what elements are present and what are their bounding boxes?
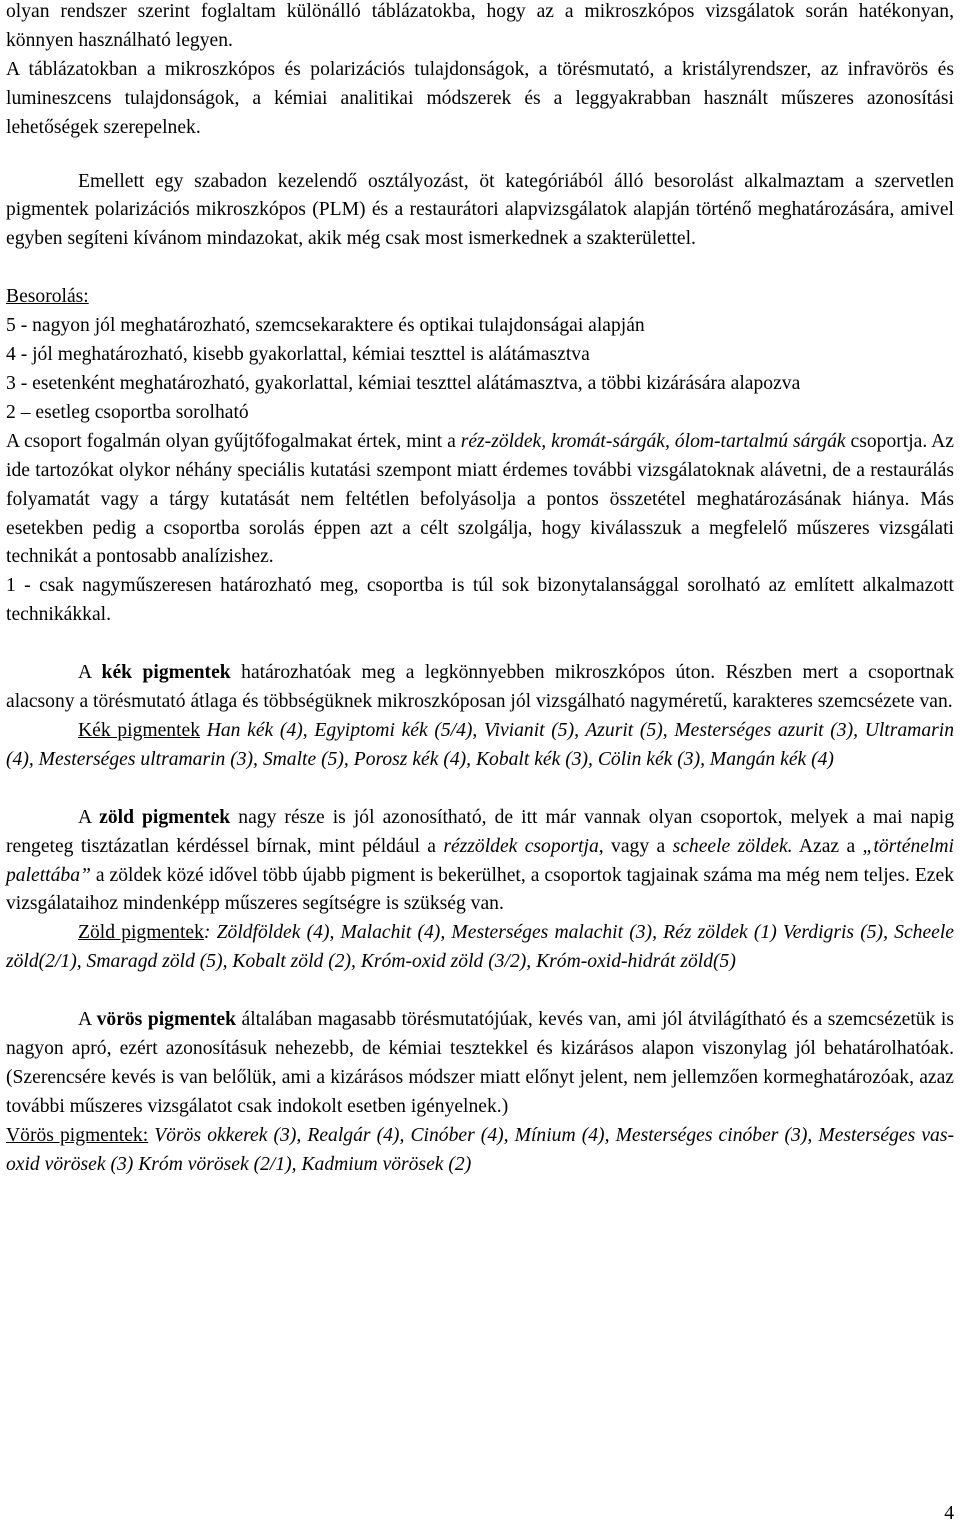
text-run: rézzöldek csoportja — [443, 835, 599, 857]
text-run: kék pigmentek — [101, 662, 231, 684]
intro-paragraph — [6, 0, 954, 143]
text-run: 3 - esetenként meghatározható, gyakorlattal, kémiai teszttel alátámasztva, a többi kizárására alapozva — [6, 372, 801, 394]
emellett-paragraph — [6, 168, 954, 255]
text-run: A táblázatokban a mikroszkópos és polarizációs tulajdonságok, a törésmutató, a kristályrendszer, az infravörös és lumineszcens tulajdonságok, a kémiai analitikai módszerek és a leggyakrabban használt műszeres azonosítási lehetőségek szerepelnek. — [6, 58, 954, 138]
text-run: Azaz a — [792, 835, 863, 857]
text-run: általában magasabb törésmutatójúak, kevés van, ami jól átvilágítható és a szemcsézetük is nagyon apró, ezért azonosításuk nehezebb, de kémiai tesztekkel és kizárásos alapon viszonylag jól behatárolhatóak. (Szerencsére kevés is van belőlük, ami a kizárásos módszer miatt előnyt jelent, nem jellemzően kormeghatározóak, azaz további műszeres vizsgálatot csak indokolt esetben igényelnek.) — [6, 1009, 954, 1117]
text-run: A — [78, 806, 100, 828]
text-run: réz-zöldek, kromát-sárgák, ólom-tartalmú sárgák — [460, 430, 846, 452]
text-run: nagy része is jól azonosítható, de itt már vannak olyan csoportok, melyek a mai napig rengeteg tisztázatlan kérdéssel bírnak, mint például a — [6, 806, 955, 857]
text-run: Kék pigmentek — [78, 719, 201, 741]
text-run: olyan rendszer szerint foglaltam különálló táblázatokba, hogy az a mikroszkópos vizsgálatok során hatékonyan, könnyen használható legyen. — [6, 1, 954, 51]
page-number: 4 — [944, 1503, 954, 1524]
text-run: Vörös pigmentek: — [6, 1124, 149, 1146]
text-run: „történelmi palettába” — [6, 835, 954, 886]
text-run: A — [78, 1009, 97, 1031]
voros-pigmentek-paragraph — [6, 1006, 954, 1179]
text-run: 1 - csak nagyműszeresen határozható meg, csoportba is túl sok bizonytalansággal sorolható az említett alkalmazott technikákkal. — [6, 575, 954, 626]
text-run: A csoport fogalmán olyan gyűjtőfogalmakat értek, mint a — [6, 430, 461, 452]
page-body — [6, 0, 954, 1180]
text-run: , vagy a — [598, 835, 673, 857]
text-run: scheele zöldek. — [672, 835, 793, 857]
kek-pigmentek-list — [6, 717, 954, 775]
text-run: : Zöldföldek (4), Malachit (4), Mesterséges malachit (3), Réz zöldek (1) Verdigris (5), Scheele zöld(2/1), Smaragd zöld (5), Kobalt zöld (2), Króm-oxid zöld (3/2), Króm-oxid-hidrát zöld(5) — [6, 922, 954, 973]
kek-pigmentek-paragraph — [6, 659, 954, 717]
text-run: 2 – esetleg csoportba sorolható — [6, 401, 249, 423]
text-run: Emellett egy szabadon kezelendő osztályozást, öt kategóriából álló besorolást alkalmaztam a szervetlen pigmentek polarizációs mikroszkópos (PLM) és a restaurátori alapvizsgálatok alapján történő meghatározására, amivel egyben segíteni kívánom mindazokat, akik még csak most ismerkednek a szakterülettel. — [6, 170, 954, 250]
text-run: Zöld pigmentek — [78, 922, 204, 944]
text-run: csoportja. Az ide tartozókat olykor néhány speciális kutatási szempont miatt érdemes további vizsgálatoknak alávetni, de a restaurálás folyamatát vagy a tárgy kutatását nem feltétlen befolyásolja a pontos összetétel meghatározásának hiánya. Más esetekben pedig a csoportba sorolás éppen azt a célt szolgálja, hogy kiválasszuk a megfelelő műszeres vizsgálati technikát a pontosabb analízishez. — [6, 430, 954, 568]
zold-pigmentek-paragraph — [6, 804, 954, 920]
text-run: Han kék (4), Egyiptomi kék (5/4), Vivianit (5), Azurit (5), Mesterséges azurit (3), Ultramarin (4), Mesterséges ultramarin (3), Smalte (5), Porosz kék (4), Kobalt kék (3), Cölin kék (3), Mangán kék (4) — [6, 719, 954, 770]
besorolas-section — [6, 283, 954, 630]
zold-pigmentek-list — [6, 919, 954, 977]
text-run: Besorolás: — [6, 286, 89, 308]
text-run: A — [78, 662, 102, 684]
text-run: 4 - jól meghatározható, kisebb gyakorlattal, kémiai teszttel is alátámasztva — [6, 344, 590, 366]
text-run: 5 - nagyon jól meghatározható, szemcsekaraktere és optikai tulajdonságai alapján — [6, 315, 645, 337]
text-run: a zöldek közé idővel több újabb pigment is bekerülhet, a csoportok tagjainak száma ma még nem teljes. Ezek vizsgálataihoz mindenképp műszeres segítségre is szükség van. — [6, 864, 954, 915]
text-run: zöld pigmentek — [99, 806, 231, 828]
text-run: határozhatóak meg a legkönnyebben mikroszkópos úton. Részben mert a csoportnak alacsony a törésmutató átlaga és többségüknek mikroszkóposan jól vizsgálható nagyméretű, karakteres szemcsézete van. — [6, 662, 955, 713]
text-run: Vörös okkerek (3), Realgár (4), Cinóber (4), Mínium (4), Mesterséges cinóber (3), Mesterséges vas-oxid vörösek (3) Króm vörösek (2/1), Kadmium vörösek (2) — [6, 1124, 954, 1175]
text-run: vörös pigmentek — [96, 1009, 236, 1031]
